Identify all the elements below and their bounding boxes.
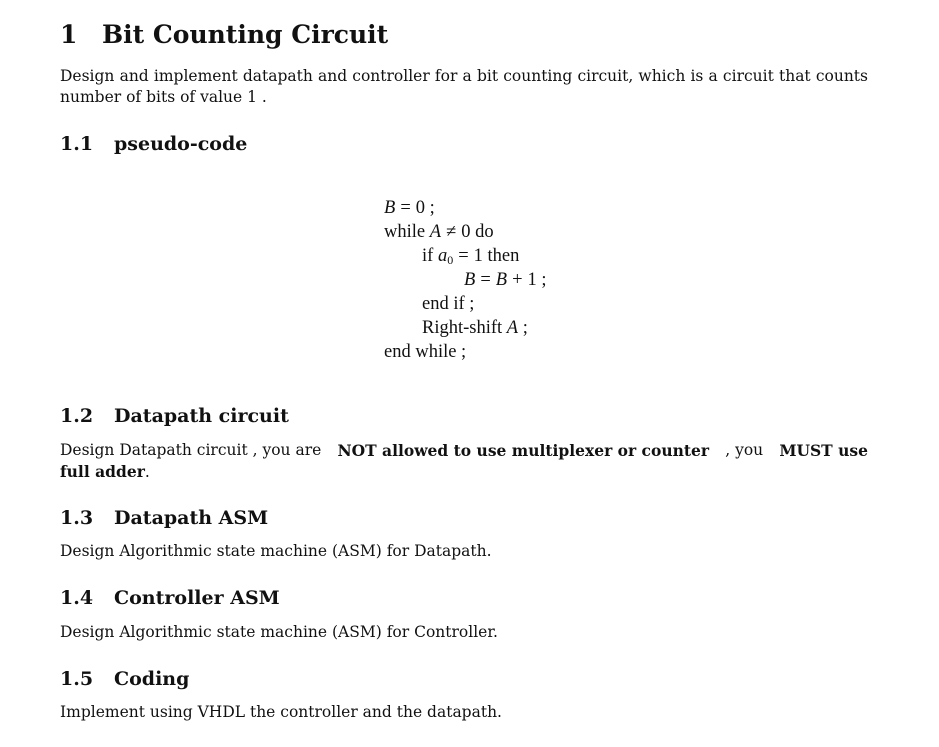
intro-line-2: number of bits of value 1 .	[60, 88, 267, 106]
code-subscript: 0	[447, 253, 454, 267]
code-line-1	[384, 196, 547, 220]
subsection-number: 1.5	[60, 668, 94, 690]
code-var: B	[384, 198, 396, 218]
code-var: B	[495, 270, 508, 290]
code-line-3	[384, 244, 547, 268]
datapath-bold-c: full adder	[60, 462, 145, 481]
subsection-title-text: Datapath ASM	[114, 507, 269, 529]
intro-line-1: Design and implement datapath and controller for a bit counting circuit, which is a circuit that counts	[60, 67, 868, 85]
datapath-asm-paragraph: Design Algorithmic state machine (ASM) for Datapath.	[60, 542, 492, 560]
code-operator: =	[480, 270, 491, 290]
code-var: B	[464, 270, 476, 290]
code-line-2	[384, 220, 547, 244]
section-title	[60, 20, 388, 49]
datapath-text-c: .	[144, 463, 150, 481]
datapath-bold-a: NOT allowed to use multiplexer or counter	[337, 441, 710, 460]
section-title-text: Bit Counting Circuit	[102, 20, 389, 49]
code-text: 0 do	[461, 222, 494, 242]
coding-paragraph: Implement using VHDL the controller and the datapath.	[60, 703, 502, 721]
datapath-text-a: Design Datapath circuit , you are	[60, 441, 322, 459]
subsection-title-text: Controller ASM	[114, 587, 280, 609]
subsection-coding-title	[60, 668, 189, 690]
subsection-title-text: Coding	[114, 668, 190, 690]
code-operator: +	[512, 270, 523, 290]
code-var: A	[429, 222, 442, 242]
code-text: 1 ;	[527, 270, 547, 290]
code-keyword: while	[384, 222, 426, 242]
code-var: A	[506, 318, 519, 338]
subsection-number: 1.1	[60, 133, 94, 155]
code-text: 0 ;	[415, 198, 435, 218]
code-var: a	[437, 246, 448, 266]
datapath-text-b: , you	[725, 441, 764, 459]
controller-asm-paragraph: Design Algorithmic state machine (ASM) for Controller.	[60, 623, 498, 641]
code-operator: =	[458, 246, 469, 266]
code-text: Right-shift	[422, 318, 503, 338]
code-text: ;	[522, 318, 528, 338]
subsection-number: 1.2	[60, 405, 94, 427]
subsection-title-text: pseudo-code	[114, 133, 248, 155]
subsection-number: 1.4	[60, 587, 94, 609]
datapath-circuit-line-2	[60, 461, 868, 483]
datapath-circuit-paragraph	[60, 440, 868, 483]
subsection-controller-asm-title	[60, 587, 280, 609]
code-line-6	[384, 316, 547, 340]
subsection-pseudo-code-title	[60, 133, 247, 155]
code-line-7: end while ;	[384, 342, 467, 362]
datapath-circuit-line-1	[60, 440, 868, 461]
pseudo-code-block	[384, 196, 547, 364]
code-operator: ≠	[446, 222, 457, 242]
intro-paragraph	[60, 66, 868, 108]
code-line-4	[384, 268, 547, 292]
section-number: 1	[60, 20, 78, 49]
subsection-datapath-asm-title	[60, 507, 268, 529]
code-text: 1 then	[473, 246, 520, 266]
code-keyword: if	[422, 246, 434, 266]
code-operator: =	[400, 198, 411, 218]
datapath-bold-b: MUST use	[779, 441, 868, 460]
subsection-title-text: Datapath circuit	[114, 405, 289, 427]
subsection-number: 1.3	[60, 507, 94, 529]
code-line-5: end if ;	[422, 294, 475, 314]
subsection-datapath-circuit-title	[60, 405, 289, 427]
